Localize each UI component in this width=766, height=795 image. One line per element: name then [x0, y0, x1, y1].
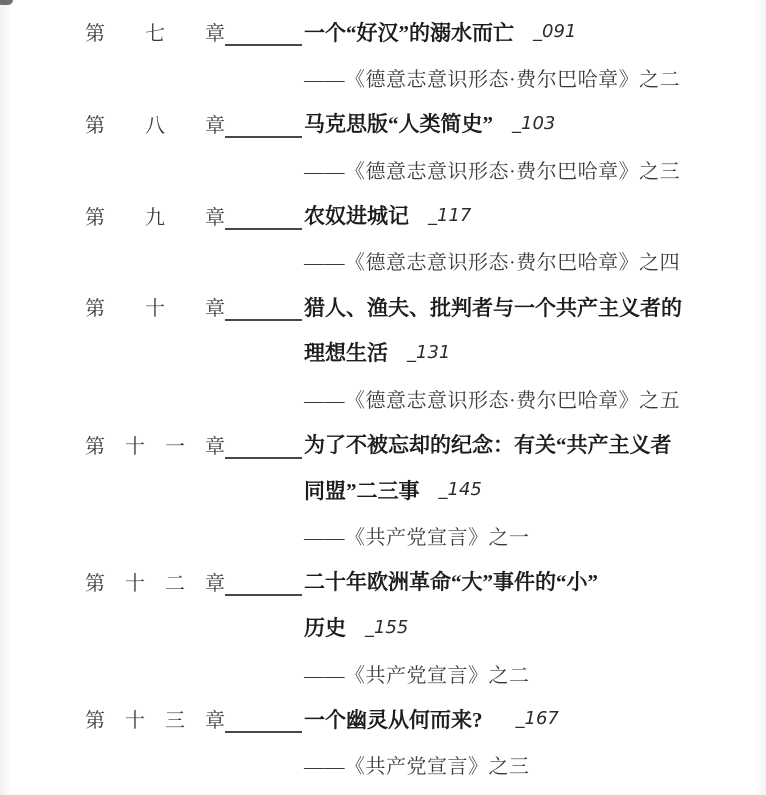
chapter-row — [85, 421, 766, 467]
chapter-label-char: 第 — [85, 23, 105, 46]
chapter-label — [85, 704, 225, 733]
toc-entry — [85, 421, 766, 558]
chapter-label-char: 十 — [145, 298, 165, 321]
chapter-label — [85, 201, 225, 230]
leader-line — [225, 567, 302, 596]
chapter-label-char: 第 — [85, 710, 105, 733]
page-number: _145 — [438, 479, 482, 501]
chapter-label — [85, 567, 225, 596]
page-number: _167 — [515, 708, 559, 730]
toc-entry — [85, 9, 766, 101]
chapter-label-char: 章 — [205, 435, 225, 458]
leader-line — [225, 292, 302, 321]
leader-line — [225, 430, 302, 459]
chapter-source-subtitle: ——《共产党宣言》之三 — [304, 756, 530, 779]
chapter-label-char: 二 — [165, 572, 185, 595]
chapter-label-char: 第 — [85, 114, 105, 137]
chapter-label-char: 章 — [205, 710, 225, 733]
chapter-source-subtitle: ——《德意志意识形态·费尔巴哈章》之四 — [304, 252, 681, 275]
chapter-source-subtitle: ——《共产党宣言》之一 — [304, 527, 530, 550]
chapter-label-char: 八 — [145, 114, 165, 137]
leader-line — [225, 201, 302, 230]
chapter-title-continuation: 理想生活 — [304, 341, 388, 366]
toc-entry — [85, 101, 766, 193]
chapter-label-char: 章 — [205, 572, 225, 595]
chapter-label-char: 十 — [125, 572, 145, 595]
chapter-label-char: 章 — [205, 206, 225, 229]
toc-entry — [85, 559, 766, 696]
chapter-label-char: 七 — [145, 23, 165, 46]
subtitle-row — [85, 238, 766, 284]
chapter-title-continuation: 同盟”二三事 — [304, 478, 420, 503]
chapter-label-char: 九 — [145, 206, 165, 229]
chapter-row — [85, 9, 766, 55]
chapter-label — [85, 292, 225, 321]
chapter-label-char: 十 — [125, 435, 145, 458]
chapter-row — [85, 284, 766, 330]
leader-line — [225, 17, 302, 46]
subtitle-row — [85, 650, 766, 696]
chapter-label-char: 章 — [205, 298, 225, 321]
chapter-source-subtitle: ——《德意志意识形态·费尔巴哈章》之五 — [304, 389, 681, 412]
chapter-label-char: 章 — [205, 114, 225, 137]
title-continuation-row — [85, 467, 766, 513]
chapter-title-continuation: 历史 — [304, 616, 346, 641]
toc-entry — [85, 696, 766, 788]
chapter-title: 二十年欧洲革命“大”事件的“小” — [304, 570, 598, 595]
chapter-title: 一个幽灵从何而来? — [304, 707, 483, 732]
chapter-title: 为了不被忘却的纪念：有关“共产主义者 — [304, 433, 672, 458]
chapter-label — [85, 109, 225, 138]
subtitle-row — [85, 55, 766, 101]
chapter-row — [85, 101, 766, 147]
chapter-label-char: 十 — [125, 710, 145, 733]
chapter-label-char: 三 — [165, 710, 185, 733]
chapter-source-subtitle: ——《共产党宣言》之二 — [304, 664, 530, 687]
title-continuation-row — [85, 604, 766, 650]
page-number: _131 — [407, 341, 451, 363]
chapter-row — [85, 192, 766, 238]
chapter-source-subtitle: ——《德意志意识形态·费尔巴哈章》之二 — [304, 69, 681, 92]
chapter-title: 马克思版“人类简史” — [304, 112, 493, 137]
subtitle-row — [85, 513, 766, 559]
page-number: _103 — [512, 112, 556, 134]
chapter-title: 一个“好汉”的溺水而亡 — [304, 20, 514, 45]
chapter-label-char: 第 — [85, 572, 105, 595]
chapter-row — [85, 696, 766, 742]
chapter-label-char: 第 — [85, 298, 105, 321]
subtitle-row — [85, 742, 766, 788]
chapter-label — [85, 430, 225, 459]
leader-line — [225, 109, 302, 138]
page-number: _091 — [533, 21, 577, 43]
page-number: _155 — [365, 616, 409, 638]
chapter-row — [85, 559, 766, 605]
subtitle-row — [85, 146, 766, 192]
chapter-title: 猎人、渔夫、批判者与一个共产主义者的 — [304, 295, 682, 320]
leader-line — [225, 704, 302, 733]
subtitle-row — [85, 375, 766, 421]
title-continuation-row — [85, 330, 766, 376]
chapter-label-char: 一 — [165, 435, 185, 458]
chapter-label-char: 第 — [85, 435, 105, 458]
toc-entry — [85, 192, 766, 284]
chapter-label — [85, 17, 225, 46]
chapter-label-char: 第 — [85, 206, 105, 229]
toc-entry — [85, 284, 766, 421]
page-number: _117 — [428, 204, 472, 226]
chapter-source-subtitle: ——《德意志意识形态·费尔巴哈章》之三 — [304, 160, 681, 183]
chapter-title: 农奴进城记 — [304, 204, 409, 229]
chapter-label-char: 章 — [205, 23, 225, 46]
